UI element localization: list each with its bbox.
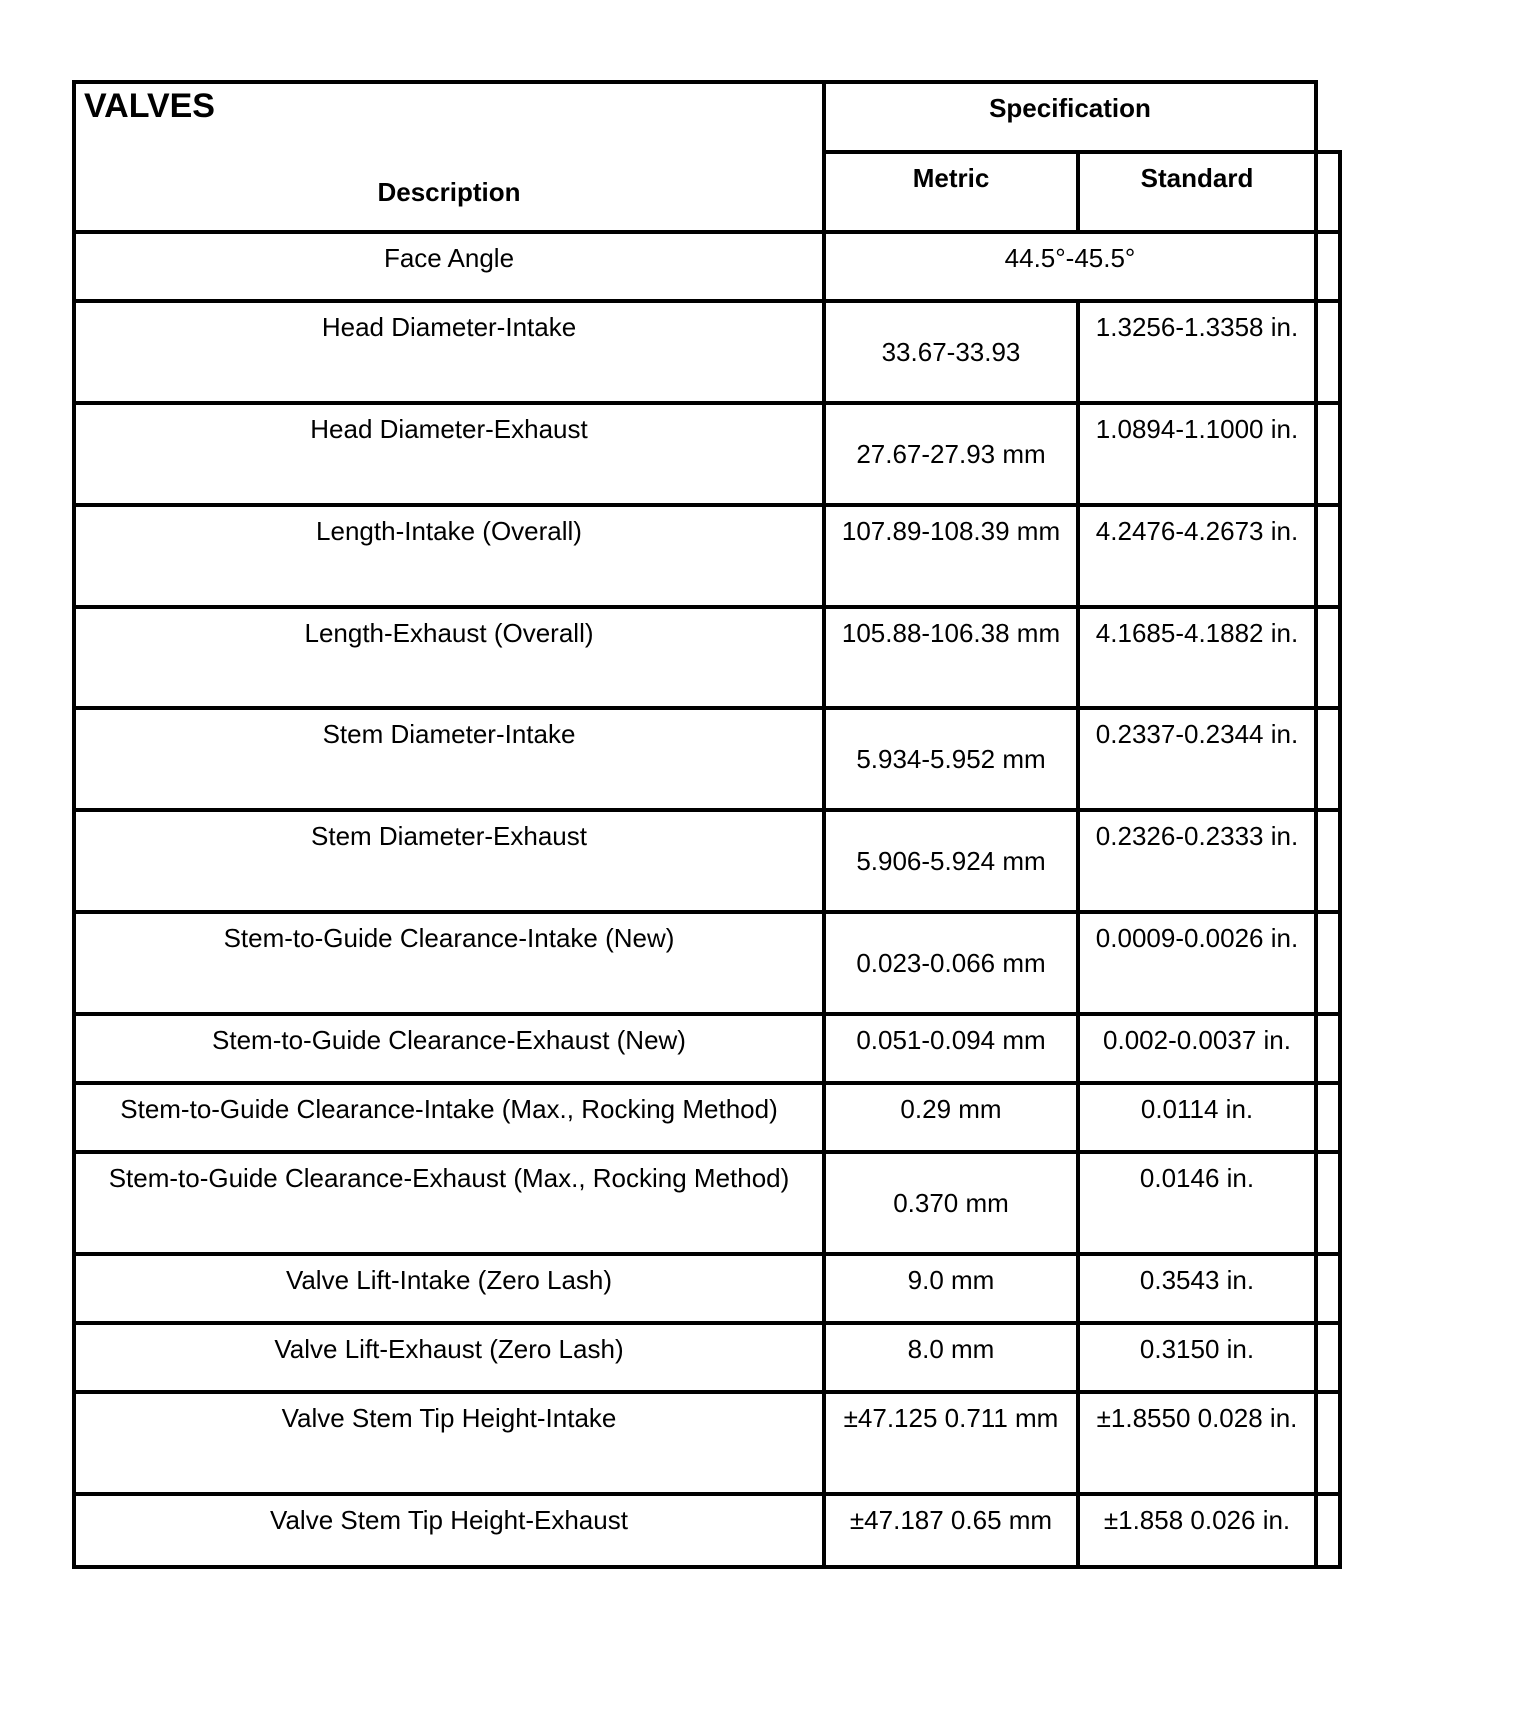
row-standard [1080,1256,1314,1321]
row-description-text: Stem Diameter-Intake [322,719,576,749]
row-metric-text: 0.29 mm [900,1094,1002,1124]
row-description-text: Valve Stem Tip Height-Exhaust [270,1505,628,1535]
row-description [76,405,822,503]
row-standard-text: 0.0114 in. [1140,1094,1254,1124]
row-description-text: Face Angle [383,243,515,273]
row-standard-text: 0.2326-0.2333 in. [1095,821,1299,851]
row-description [76,609,822,706]
col-description-header [76,154,822,230]
row-description [76,914,822,1012]
col-standard-header-text: Standard [1140,163,1254,193]
row-description [76,1496,822,1565]
row-standard [1080,1016,1314,1081]
row-description-text: Valve Stem Tip Height-Intake [281,1403,617,1433]
row-description-text: Valve Lift-Exhaust (Zero Lash) [274,1334,624,1364]
row-standard-text: 0.0009-0.0026 in. [1095,923,1299,953]
row-metric-text: ±47.187 0.65 mm [849,1505,1053,1535]
row-metric [826,1256,1076,1321]
row-description-text: Length-Exhaust (Overall) [304,618,594,648]
row-description [76,1154,822,1252]
row-metric [826,710,1076,808]
row-spec-merged-text: 44.5°-45.5° [1004,243,1136,273]
row-description-text: Stem-to-Guide Clearance-Intake (Max., Rocking Method) [120,1094,778,1124]
row-description-text: Stem Diameter-Exhaust [311,821,587,851]
row-description [76,507,822,605]
row-metric [826,405,1076,503]
row-description-text: Length-Intake (Overall) [316,516,582,546]
row-description [76,1016,822,1081]
spec-header-text: Specification [989,93,1151,123]
col-metric-header-text: Metric [912,163,990,193]
frame-right-top [1314,80,1318,154]
row-description [76,1085,822,1150]
row-standard [1080,1394,1314,1492]
row-standard-text: 1.3256-1.3358 in. [1095,312,1299,342]
row-metric [826,1085,1076,1150]
row-description [76,812,822,910]
row-spec-merged [826,234,1314,299]
row-standard-text: 4.1685-4.1882 in. [1095,618,1299,648]
row-metric [826,1154,1076,1252]
row-metric-text: 0.370 mm [893,1187,1009,1218]
row-metric [826,1496,1076,1565]
col-description-header-text: Description [377,176,521,207]
row-standard-text: 0.3543 in. [1139,1265,1255,1295]
row-standard-text: ±1.858 0.026 in. [1103,1505,1291,1535]
row-metric [826,507,1076,605]
row-metric [826,914,1076,1012]
frame-bottom [72,1565,1340,1569]
row-description-text: Stem-to-Guide Clearance-Exhaust (New) [212,1025,686,1055]
frame-right-inner [1314,150,1318,1569]
row-metric-text: 0.023-0.066 mm [856,947,1046,978]
row-standard [1080,1085,1314,1150]
row-description-text: Head Diameter-Exhaust [310,414,588,444]
row-metric-text: 33.67-33.93 [881,336,1021,367]
row-description [76,234,822,299]
row-metric [826,1394,1076,1492]
row-standard [1080,609,1314,706]
row-standard [1080,710,1314,808]
row-metric-text: 5.934-5.952 mm [856,743,1046,774]
row-metric [826,1016,1076,1081]
spec-header [826,84,1314,150]
row-metric-text: 27.67-27.93 mm [856,438,1046,469]
row-standard [1080,1154,1314,1252]
row-standard [1080,1496,1314,1565]
row-metric [826,609,1076,706]
row-standard-text: 0.3150 in. [1139,1334,1255,1364]
row-metric-text: 0.051-0.094 mm [856,1025,1046,1055]
row-metric-text: 8.0 mm [907,1334,995,1364]
row-metric-text: ±47.125 0.711 mm [843,1403,1059,1433]
row-description [76,1256,822,1321]
row-standard-text: 1.0894-1.1000 in. [1095,414,1299,444]
row-standard-text: 0.0146 in. [1139,1163,1255,1193]
row-metric-text: 5.906-5.924 mm [856,845,1046,876]
row-description [76,1325,822,1390]
row-metric-text: 107.89-108.39 mm [841,516,1061,546]
row-standard-text: ±1.8550 0.028 in. [1096,1403,1298,1433]
table-title: VALVES [84,87,215,125]
row-standard [1080,812,1314,910]
row-metric [826,812,1076,910]
row-standard [1080,303,1314,401]
row-metric [826,303,1076,401]
row-description [76,303,822,401]
frame-right-outer [1338,150,1342,1569]
row-metric [826,1325,1076,1390]
row-standard [1080,914,1314,1012]
row-standard-text: 0.2337-0.2344 in. [1095,719,1299,749]
row-description-text: Head Diameter-Intake [321,312,577,342]
row-standard-text: 0.002-0.0037 in. [1103,1025,1291,1055]
col-standard-header [1080,154,1314,230]
row-description-text: Valve Lift-Intake (Zero Lash) [285,1265,613,1295]
row-standard [1080,507,1314,605]
row-description [76,710,822,808]
row-standard [1080,405,1314,503]
col-metric-header [826,154,1076,230]
row-standard-text: 4.2476-4.2673 in. [1095,516,1299,546]
row-description-text: Stem-to-Guide Clearance-Exhaust (Max., Rocking Method) [108,1163,790,1193]
row-description-text: Stem-to-Guide Clearance-Intake (New) [223,923,675,953]
row-standard [1080,1325,1314,1390]
row-metric-text: 105.88-106.38 mm [841,618,1061,648]
row-description [76,1394,822,1492]
row-metric-text: 9.0 mm [907,1265,995,1295]
